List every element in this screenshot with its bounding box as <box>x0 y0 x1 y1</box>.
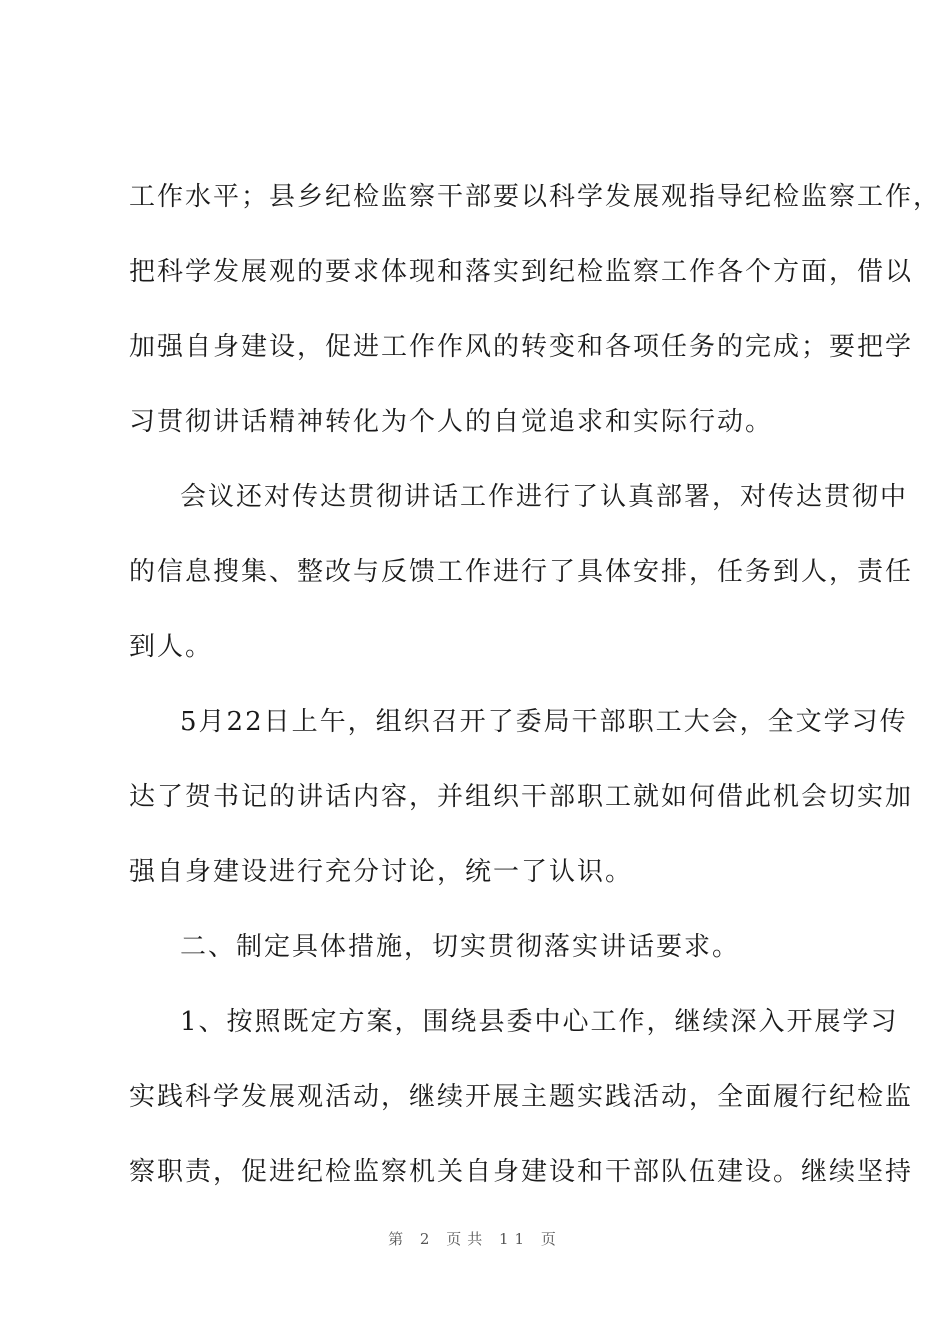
section-heading: 二、制定具体措施，切实贯彻落实讲话要求。 <box>152 932 741 962</box>
page-number-footer: 第 2 页共 11 页 <box>388 1230 562 1248</box>
text-line-6: 的信息搜集、整改与反馈工作进行了具体安排，任务到人，责任 <box>129 557 914 587</box>
text-line-8: 5月22日上午，组织召开了委局干部职工大会，全文学习传 <box>152 707 908 737</box>
text-line-14: 察职责，促进纪检监察机关自身建设和干部队伍建设。继续坚持 <box>129 1157 914 1187</box>
text-line-1: 工作水平；县乡纪检监察干部要以科学发展观指导纪检监察工作， <box>129 182 942 212</box>
text-line-9: 达了贺书记的讲话内容，并组织干部职工就如何借此机会切实加 <box>129 782 914 812</box>
text-line-5: 会议还对传达贯彻讲话工作进行了认真部署，对传达贯彻中 <box>152 482 909 512</box>
text-line-2: 把科学发展观的要求体现和落实到纪检监察工作各个方面，借以 <box>129 257 914 287</box>
text-line-7: 到人。 <box>129 632 214 662</box>
text-line-3: 加强自身建设，促进工作作风的转变和各项任务的完成；要把学 <box>129 332 914 362</box>
text-line-4: 习贯彻讲话精神转化为个人的自觉追求和实际行动。 <box>129 407 774 437</box>
text-line-10: 强自身建设进行充分讨论，统一了认识。 <box>129 857 634 887</box>
text-line-13: 实践科学发展观活动，继续开展主题实践活动，全面履行纪检监 <box>129 1082 914 1112</box>
text-line-12: 1、按照既定方案，围绕县委中心工作，继续深入开展学习 <box>152 1007 899 1037</box>
